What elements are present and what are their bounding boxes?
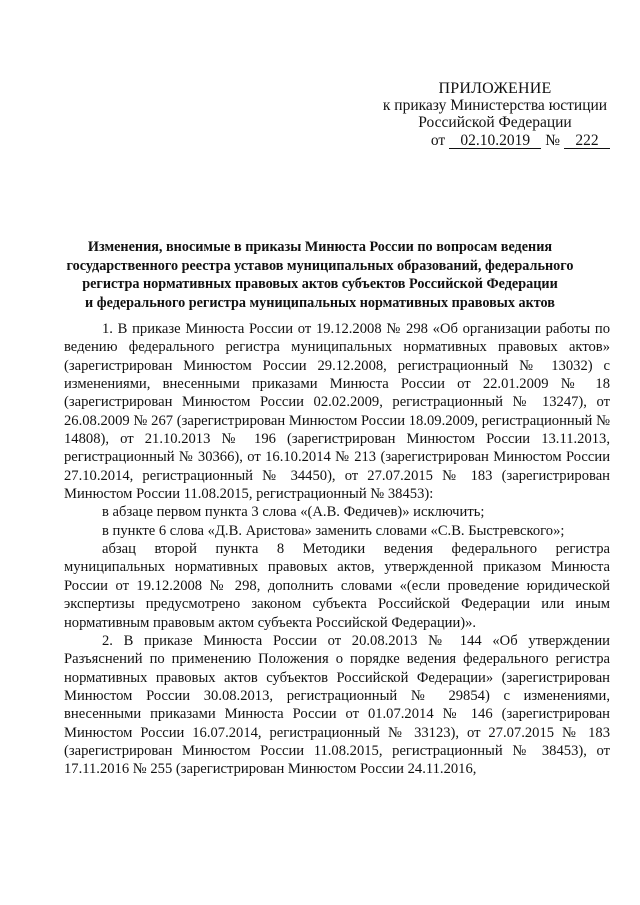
- heading-line: государственного реестра уставов муниципальных образований, федерального: [66, 257, 574, 274]
- paragraph-sub-1: в абзаце первом пункта 3 слова «(А.В. Федичев)» исключить;: [102, 504, 485, 521]
- appendix-block: [380, 80, 610, 149]
- paragraph-sub-2: в пункте 6 слова «Д.В. Аристова» заменить словами «С.В. Быстревского»;: [102, 522, 565, 539]
- from-label: от: [430, 132, 446, 149]
- heading-line: регистра нормативных правовых актов субъектов Российской Федерации: [82, 276, 558, 293]
- number-label: №: [545, 132, 560, 149]
- order-date-number: [380, 132, 610, 149]
- paragraph-sub-3: абзац второй пункта 8 Методики ведения федерального регистра муниципальных нормативных правовых актов, утвержденной приказом Минюста России от 19.12.2008 № 298, дополнить словами «(если проведение юридической экспертизы предусмотрено законом субъекта Российской Федерации или иным нормативным правовым актом субъекта Российской Федерации)».: [64, 541, 610, 631]
- order-number: 222: [564, 133, 610, 149]
- paragraph-item-2: 2. В приказе Минюста России от 20.08.2013 № 144 «Об утверждении Разъяснений по применению Положения о порядке ведения федерального регистра нормативных правовых актов субъектов Российской Федерации» (зарегистрирован Минюстом России 30.08.2013, регистрационный № 29854) с изменениями, внесенными приказами Минюста России от 01.07.2014 № 146 (зарегистрирован Минюстом России 16.07.2014, регистрационный № 33123), от 27.07.2015 № 183 (зарегистрирован Минюстом России 11.08.2015, регистрационный № 38453), от 17.11.2016 № 255 (зарегистрирован Минюстом России 24.11.2016,: [64, 632, 610, 778]
- appendix-line-1: к приказу Министерства юстиции: [382, 97, 608, 114]
- appendix-line-2: Российской Федерации: [418, 114, 572, 131]
- heading-line: и федерального регистра муниципальных нормативных правовых актов: [85, 294, 555, 311]
- document-heading: [40, 238, 600, 312]
- order-date: 02.10.2019: [449, 133, 541, 149]
- document-body: [64, 320, 610, 779]
- paragraph-item-1: 1. В приказе Минюста России от 19.12.2008 № 298 «Об организации работы по ведению федерального регистра муниципальных нормативных правовых актов» (зарегистрирован Минюстом России 29.12.2008, регистрационный № 13032) с изменениями, внесенными приказами Минюста России от 22.01.2009 № 18 (зарегистрирован Минюстом России 02.02.2009, регистрационный № 13247), от 26.08.2009 № 267 (зарегистрирован Минюстом России 18.09.2009, регистрационный № 14808), от 21.10.2013 № 196 (зарегистрирован Минюстом России 13.11.2013, регистрационный № 30366), от 16.10.2014 № 213 (зарегистрирован Минюстом России 27.10.2014, регистрационный № 34450), от 27.07.2015 № 183 (зарегистрирован Минюстом России 11.08.2015, регистрационный № 38453):: [64, 321, 610, 503]
- appendix-title: ПРИЛОЖЕНИЕ: [438, 80, 552, 97]
- heading-line: Изменения, вносимые в приказы Минюста России по вопросам ведения: [87, 239, 553, 255]
